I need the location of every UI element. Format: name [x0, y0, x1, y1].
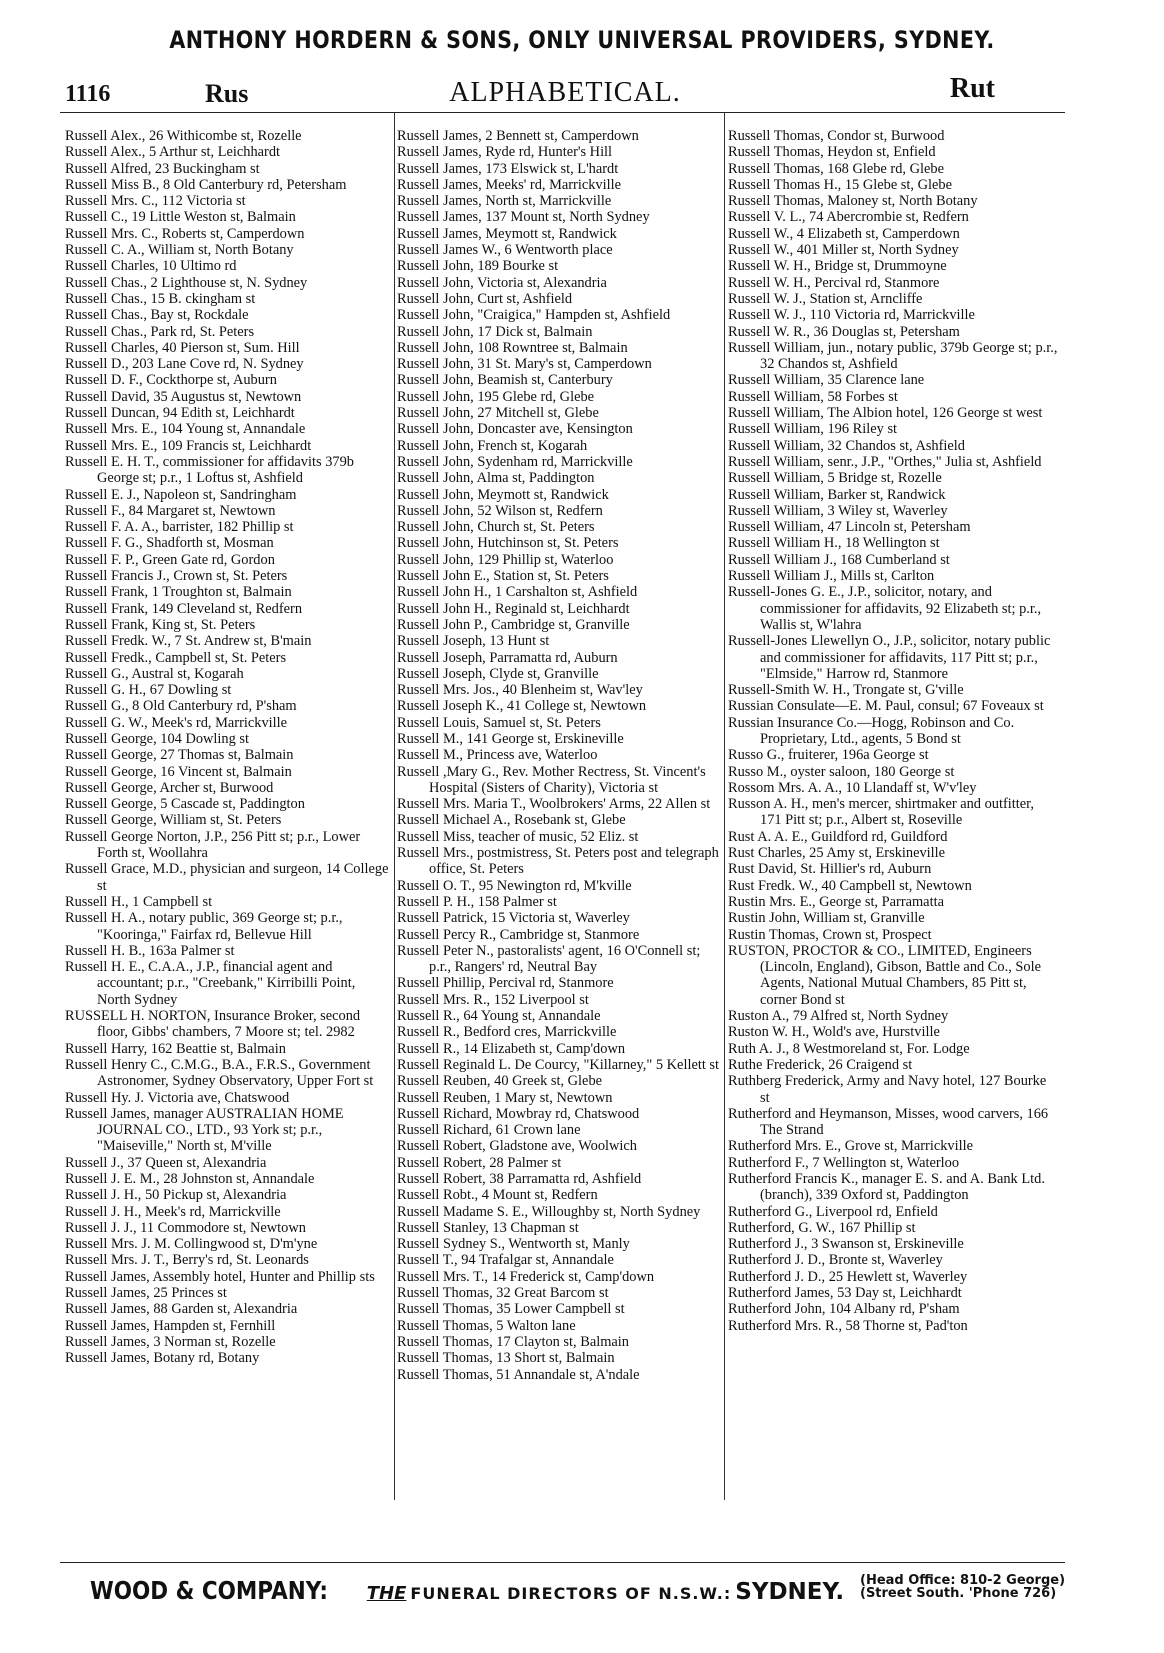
directory-entry: Russell William, 3 Wiley st, Waverley: [728, 502, 948, 519]
directory-entry: Russell Mrs. E., 109 Francis st, Leichhardt: [65, 437, 312, 454]
header-rule: [60, 112, 1065, 113]
directory-entry: Russell Robert, Gladstone ave, Woolwich: [397, 1138, 637, 1155]
directory-entry: Russell Mrs. T., 14 Frederick st, Camp'down: [397, 1268, 655, 1285]
directory-entry: Russell Thomas, 35 Lower Campbell st: [397, 1301, 625, 1318]
directory-entry: Russell J. H., Meek's rd, Marrickville: [65, 1203, 281, 1220]
directory-entry: Russell John, Meymott st, Randwick: [397, 486, 609, 503]
directory-entry: Russell V. L., 74 Abercrombie st, Redfern: [728, 209, 969, 226]
directory-entry: Russell John, Doncaster ave, Kensington: [397, 421, 633, 438]
footer-company: WOOD & COMPANY:: [90, 1576, 329, 1605]
directory-entry: Russell William J., Mills st, Carlton: [728, 568, 935, 585]
directory-entry: Russell W. H., Percival rd, Stanmore: [728, 274, 940, 291]
directory-entry: Russell Reuben, 40 Greek st, Glebe: [397, 1073, 603, 1090]
directory-entry: Russell Harry, 162 Beattie st, Balmain: [65, 1040, 286, 1057]
directory-entry: Russell John, French st, Kogarah: [397, 437, 588, 454]
directory-entry: Russell John, 52 Wilson st, Redfern: [397, 502, 603, 519]
directory-entry: Russell Charles, 10 Ultimo rd: [65, 258, 237, 275]
directory-entry: Russell Thomas, Maloney st, North Botany: [728, 193, 978, 210]
directory-entry: Russell G. H., 67 Dowling st: [65, 682, 232, 699]
directory-entry: Rust Charles, 25 Amy st, Erskineville: [728, 845, 946, 862]
directory-entry: Russell George, 5 Cascade st, Paddington: [65, 796, 305, 813]
directory-entry: Russell Patrick, 15 Victoria st, Waverley: [397, 910, 630, 927]
directory-entry: Russell Alex., 26 Withicombe st, Rozelle: [65, 128, 302, 144]
directory-entry: Rutherford James, 53 Day st, Leichhardt: [728, 1285, 962, 1302]
directory-entry: Russell James, 3 Norman st, Rozelle: [65, 1333, 276, 1350]
directory-entry: Russell William, Barker st, Randwick: [728, 486, 946, 503]
directory-entry: Russell Thomas, Condor st, Burwood: [728, 128, 945, 144]
directory-entry: Russell Frank, 1 Troughton st, Balmain: [65, 584, 292, 601]
directory-entry: Russell John, "Craigica," Hampden st, Ashfield: [397, 307, 671, 324]
directory-entry: Russell J., 37 Queen st, Alexandria: [65, 1154, 267, 1171]
directory-entry: Ruthe Frederick, 26 Craigend st: [728, 1056, 913, 1073]
directory-entry: Russell John, 31 St. Mary's st, Camperdown: [397, 356, 652, 373]
directory-entry: Russell James, manager AUSTRALIAN HOME JOURNAL CO., LTD., 93 York st; p.r., "Maiseville," North st, M'ville: [65, 1105, 344, 1155]
directory-entry: Russell Stanley, 13 Chapman st: [397, 1219, 579, 1236]
directory-entry: Russell Chas., Bay st, Rockdale: [65, 307, 249, 324]
directory-entry: Russell P. H., 158 Palmer st: [397, 893, 557, 910]
directory-entry: Russell Richard, Mowbray rd, Chatswood: [397, 1105, 640, 1122]
directory-entry: Russell Thomas, 168 Glebe rd, Glebe: [728, 160, 944, 177]
directory-entry: Russell James, 2 Bennett st, Camperdown: [397, 128, 639, 144]
directory-entry: Russell Madame S. E., Willoughby st, North Sydney: [397, 1203, 701, 1220]
directory-entry: Russell James, 88 Garden st, Alexandria: [65, 1301, 298, 1318]
directory-entry: Russell Reginald L. De Courcy, "Killarney," 5 Kellett st: [397, 1056, 720, 1073]
directory-entry: Russell G. W., Meek's rd, Marrickville: [65, 714, 288, 731]
directory-entry: Russell John, Hutchinson st, St. Peters: [397, 535, 619, 552]
directory-entry: Russell H., 1 Campbell st: [65, 893, 213, 910]
directory-entry: Russell William, The Albion hotel, 126 George st west: [728, 405, 1043, 422]
directory-entry: Russell William, 32 Chandos st, Ashfield: [728, 437, 966, 454]
directory-entry: Russell Thomas, 17 Clayton st, Balmain: [397, 1333, 629, 1350]
directory-entry: Russell William H., 18 Wellington st: [728, 535, 940, 552]
directory-entry: Russell Thomas H., 15 Glebe st, Glebe: [728, 176, 952, 193]
directory-entry: Russell Mrs., postmistress, St. Peters post and telegraph office, St. Peters: [397, 845, 719, 878]
directory-entry: Russell H. A., notary public, 369 George st; p.r., "Kooringa," Fairfax rd, Bellevue Hill: [65, 910, 343, 943]
directory-entry: Ruston W. H., Wold's ave, Hurstville: [728, 1024, 940, 1041]
directory-entry: Russell Mrs. Jos., 40 Blenheim st, Wav'ley: [397, 682, 643, 699]
directory-entry: Russell Mrs. E., 104 Young st, Annandale: [65, 421, 306, 438]
directory-column-2: [397, 128, 721, 1383]
directory-entry: Russell Alex., 5 Arthur st, Leichhardt: [65, 144, 281, 161]
directory-entry: Russell J. J., 11 Commodore st, Newtown: [65, 1219, 306, 1236]
directory-entry: Russell James, Ryde rd, Hunter's Hill: [397, 144, 613, 161]
directory-entry: Russell William, 35 Clarence lane: [728, 372, 925, 389]
directory-entry: Russell George, William st, St. Peters: [65, 812, 282, 829]
left-guide-word: Rus: [205, 79, 249, 108]
footer-the: THE: [366, 1583, 407, 1604]
directory-entry: Russell James, 173 Elswick st, L'hardt: [397, 160, 619, 177]
directory-entry: Russell Alfred, 23 Buckingham st: [65, 160, 260, 177]
directory-entry: Russell John, Alma st, Paddington: [397, 470, 595, 487]
directory-entry: Russell Frank, King st, St. Peters: [65, 616, 256, 633]
directory-entry: Russell Robert, 28 Palmer st: [397, 1154, 562, 1171]
directory-entry: Russell Michael A., Rosebank st, Glebe: [397, 812, 626, 829]
directory-entry: Russell R., Bedford cres, Marrickville: [397, 1024, 617, 1041]
directory-entry: Russell James, North st, Marrickville: [397, 193, 612, 210]
directory-entry: Rustin Mrs. E., George st, Parramatta: [728, 893, 944, 910]
directory-entry: Russell R., 64 Young st, Annandale: [397, 1008, 601, 1025]
directory-entry: Russell F. G., Shadforth st, Mosman: [65, 535, 274, 552]
directory-entry: Russell John E., Station st, St. Peters: [397, 568, 609, 585]
directory-entry: Russell James, Botany rd, Botany: [65, 1350, 260, 1367]
directory-entry: Ruth A. J., 8 Westmoreland st, For. Lodge: [728, 1040, 970, 1057]
directory-entry: Russell Mrs. J. T., Berry's rd, St. Leonards: [65, 1252, 309, 1269]
directory-entry: Russell M., 141 George st, Erskineville: [397, 730, 624, 747]
directory-column-3: [728, 128, 1058, 1334]
directory-entry: Russell James, 137 Mount st, North Sydney: [397, 209, 650, 226]
top-advertisement-banner: ANTHONY HORDERN & SONS, ONLY UNIVERSAL PROVIDERS, SYDNEY.: [169, 26, 995, 54]
directory-entry: Russell William J., 168 Cumberland st: [728, 551, 950, 568]
directory-entry: Russell Joseph, Clyde st, Granville: [397, 665, 599, 682]
directory-entry: Russell John, Victoria st, Alexandria: [397, 274, 607, 291]
directory-entry: Russell James, Hampden st, Fernhill: [65, 1317, 276, 1334]
directory-entry: Russell John, Curt st, Ashfield: [397, 290, 573, 307]
directory-entry: Russell Miss B., 8 Old Canterbury rd, Petersham: [65, 176, 347, 193]
directory-entry: Russell George, 27 Thomas st, Balmain: [65, 747, 294, 764]
directory-entry: Russell William, 5 Bridge st, Rozelle: [728, 470, 942, 487]
directory-entry: Russell Thomas, Heydon st, Enfield: [728, 144, 936, 161]
directory-entry: Rutherford J., 3 Swanson st, Erskineville: [728, 1236, 964, 1253]
directory-entry: Russell James W., 6 Wentworth place: [397, 242, 613, 259]
directory-entry: Russell H. B., 163a Palmer st: [65, 942, 235, 959]
directory-entry: Rust David, St. Hillier's rd, Auburn: [728, 861, 932, 878]
directory-entry: Russell Phillip, Percival rd, Stanmore: [397, 975, 614, 992]
directory-entry: Russo G., fruiterer, 196a George st: [728, 747, 929, 764]
right-guide-word: Rut: [949, 73, 995, 104]
directory-entry: Russell William, 47 Lincoln st, Petersham: [728, 519, 971, 536]
footer-head-office: [860, 1574, 1065, 1600]
directory-entry: Russell D. F., Cockthorpe st, Auburn: [65, 372, 277, 389]
directory-entry: Russell John, Church st, St. Peters: [397, 519, 595, 536]
directory-entry: Russell Henry C., C.M.G., B.A., F.R.S., Government Astronomer, Sydney Observatory, Upper Fort st: [65, 1056, 374, 1090]
directory-entry: Russell-Jones Llewellyn O., J.P., solicitor, notary public and commissioner for affidavits, 117 Pitt st; p.r., "Elmside," Harrow rd, Stanmore: [728, 633, 1051, 682]
directory-entry: Russell J. E. M., 28 Johnston st, Annandale: [65, 1171, 315, 1187]
directory-entry: Russell W. H., Bridge st, Drummoyne: [728, 258, 947, 275]
head-office-line-2: (Street South. 'Phone 726): [860, 1586, 1057, 1601]
directory-entry: Russell Charles, 40 Pierson st, Sum. Hill: [65, 339, 300, 356]
directory-entry: Rutherford J. D., Bronte st, Waverley: [728, 1252, 943, 1269]
directory-entry: Russell Mrs. C., Roberts st, Camperdown: [65, 225, 305, 242]
directory-entry: Russell Mrs. C., 112 Victoria st: [65, 193, 246, 210]
directory-entry: Russell Chas., 2 Lighthouse st, N. Sydney: [65, 274, 308, 291]
directory-entry: Russell F. A. A., barrister, 182 Phillip st: [65, 519, 294, 536]
directory-entry: Russell W. R., 36 Douglas st, Petersham: [728, 323, 960, 340]
directory-entry: Russian Insurance Co.—Hogg, Robinson and Co. Proprietary, Ltd., agents, 5 Bond st: [728, 714, 1015, 747]
directory-entry: RUSTON, PROCTOR & CO., LIMITED, Engineers (Lincoln, England), Gibson, Battle and Co., Sole Agents, National Mutual Chambers, 85 Pitt st, corner Bond st: [728, 942, 1041, 1008]
directory-entry: Russell Grace, M.D., physician and surgeon, 14 College st: [65, 861, 389, 894]
directory-entry: Russell Thomas, 51 Annandale st, A'ndale: [397, 1366, 640, 1383]
directory-entry: Rutherford, G. W., 167 Phillip st: [728, 1219, 916, 1236]
directory-entry: Russell-Jones G. E., J.P., solicitor, notary, and commissioner for affidavits, 92 Elizabeth st; p.r., Wallis st, W'lahra: [728, 584, 1042, 633]
directory-entry: Russell W., 4 Elizabeth st, Camperdown: [728, 225, 960, 242]
directory-entry: Russell James, Assembly hotel, Hunter and Phillip sts: [65, 1268, 375, 1285]
footer-city: SYDNEY.: [735, 1579, 845, 1605]
directory-entry: Russell John H., 1 Carshalton st, Ashfield: [397, 584, 638, 601]
directory-entry: Russell George, Archer st, Burwood: [65, 779, 274, 796]
directory-entry: Russell Chas., 15 B. ckingham st: [65, 290, 256, 307]
directory-entry: Russell C., 19 Little Weston st, Balmain: [65, 209, 296, 226]
head-office-line-1: (Head Office: 810-2 George): [860, 1573, 1066, 1588]
column-divider: [394, 112, 395, 1500]
footer-advertisement: [90, 1576, 844, 1605]
directory-entry: Russell Francis J., Crown st, St. Peters: [65, 568, 288, 585]
directory-entry: Russell John, Beamish st, Canterbury: [397, 372, 613, 389]
page-header: [65, 75, 1065, 115]
directory-entry: Russell E. J., Napoleon st, Sandringham: [65, 486, 297, 503]
directory-entry: Russell E. H. T., commissioner for affidavits 379b George st; p.r., 1 Loftus st, Ashfield: [65, 453, 354, 487]
directory-entry: Russell Joseph, Parramatta rd, Auburn: [397, 649, 618, 666]
directory-entry: Russell Thomas, 32 Great Barcom st: [397, 1285, 609, 1302]
directory-entry: Rutherford and Heymanson, Misses, wood carvers, 166 The Strand: [728, 1105, 1049, 1139]
directory-entry: Russell Percy R., Cambridge st, Stanmore: [397, 926, 640, 943]
directory-entry: Russell Reuben, 1 Mary st, Newtown: [397, 1089, 613, 1106]
directory-entry: Russell Hy. J. Victoria ave, Chatswood: [65, 1089, 290, 1106]
directory-entry: Russell Mrs. Maria T., Woolbrokers' Arms, 22 Allen st: [397, 796, 711, 813]
directory-entry: Russell Chas., Park rd, St. Peters: [65, 323, 255, 340]
directory-entry: Russell William, 58 Forbes st: [728, 388, 898, 405]
directory-entry: Russell Miss, teacher of music, 52 Eliz. st: [397, 828, 639, 845]
directory-entry: Russian Consulate—E. M. Paul, consul; 67 Foveaux st: [728, 698, 1044, 715]
directory-entry: Russell Fredk., Campbell st, St. Peters: [65, 649, 287, 666]
directory-entry: Rutherford G., Liverpool rd, Enfield: [728, 1203, 938, 1220]
directory-entry: RUSSELL H. NORTON, Insurance Broker, second floor, Gibbs' chambers, 7 Moore st; tel. 2982: [65, 1008, 361, 1041]
directory-entry: Rust Fredk. W., 40 Campbell st, Newtown: [728, 877, 972, 894]
directory-entry: Russell William, senr., J.P., "Orthes," Julia st, Ashfield: [728, 453, 1042, 470]
directory-entry: Ruthberg Frederick, Army and Navy hotel, 127 Bourke st: [728, 1073, 1047, 1106]
directory-entry: Russell Peter N., pastoralists' agent, 16 O'Connell st; p.r., Rangers' rd, Neutral Bay: [397, 942, 701, 976]
directory-entry: Russell Mrs. J. M. Collingwood st, D'm'yne: [65, 1236, 318, 1253]
directory-entry: Russell William, 196 Riley st: [728, 421, 898, 438]
directory-entry: Russell John, 108 Rowntree st, Balmain: [397, 339, 628, 356]
directory-column-1: [65, 128, 389, 1367]
directory-entry: Russell John, 27 Mitchell st, Glebe: [397, 405, 599, 422]
directory-entry: Rossom Mrs. A. A., 10 Llandaff st, W'v'ley: [728, 779, 977, 796]
column-divider: [724, 112, 725, 1500]
directory-entry: Russell W. J., Station st, Arncliffe: [728, 290, 923, 307]
directory-entry: Rutherford Francis K., manager E. S. and A. Bank Ltd. (branch), 339 Oxford st, Paddington: [728, 1171, 1045, 1204]
directory-entry: Russell John H., Reginald st, Leichhardt: [397, 600, 630, 617]
directory-entry: Rutherford J. D., 25 Hewlett st, Waverley: [728, 1268, 968, 1285]
directory-entry: Russell J. H., 50 Pickup st, Alexandria: [65, 1187, 287, 1204]
directory-entry: Russo M., oyster saloon, 180 George st: [728, 763, 955, 780]
directory-entry: Russell John, Sydenham rd, Marrickville: [397, 453, 633, 470]
directory-entry: Russell Richard, 61 Crown lane: [397, 1122, 581, 1139]
directory-entry: Russell W., 401 Miller st, North Sydney: [728, 242, 959, 259]
directory-entry: Russell Joseph, 13 Hunt st: [397, 633, 550, 650]
directory-entry: Russell John, 195 Glebe rd, Glebe: [397, 388, 595, 405]
directory-entry: Russell Mrs. R., 152 Liverpool st: [397, 991, 589, 1008]
directory-entry: Russell George, 16 Vincent st, Balmain: [65, 763, 292, 780]
directory-entry: Russell G., 8 Old Canterbury rd, P'sham: [65, 698, 297, 715]
directory-entry: Russell M., Princess ave, Waterloo: [397, 747, 598, 764]
directory-entry: Russell W. J., 110 Victoria rd, Marrickville: [728, 307, 975, 324]
directory-entry: Russell James, 25 Princes st: [65, 1285, 227, 1302]
directory-entry: Russell Joseph K., 41 College st, Newtown: [397, 698, 647, 715]
directory-entry: Ruston A., 79 Alfred st, North Sydney: [728, 1008, 949, 1025]
directory-entry: Russell William, jun., notary public, 379b George st; p.r., 32 Chandos st, Ashfield: [728, 339, 1058, 373]
footer-description: FUNERAL DIRECTORS OF N.S.W.:: [410, 1584, 732, 1603]
footer-rule: [60, 1562, 1065, 1563]
directory-entry: Russell John, 17 Dick st, Balmain: [397, 323, 593, 340]
directory-entry: Rutherford Mrs. R., 58 Thorne st, Pad'ton: [728, 1317, 968, 1334]
directory-entry: Russell James, Meymott st, Randwick: [397, 225, 617, 242]
directory-entry: Russell ,Mary G., Rev. Mother Rectress, St. Vincent's Hospital (Sisters of Charity), Victoria st: [397, 763, 706, 796]
directory-entry: Rutherford F., 7 Wellington st, Waterloo: [728, 1154, 960, 1171]
directory-entry: Russell George Norton, J.P., 256 Pitt st; p.r., Lower Forth st, Woollahra: [65, 828, 361, 862]
directory-entry: Russell T., 94 Trafalgar st, Annandale: [397, 1252, 614, 1269]
directory-entry: Rutherford John, 104 Albany rd, P'sham: [728, 1301, 960, 1318]
directory-entry: Russell Louis, Samuel st, St. Peters: [397, 714, 601, 731]
directory-entry: Russell F. P., Green Gate rd, Gordon: [65, 551, 275, 568]
directory-entry: Russell Sydney S., Wentworth st, Manly: [397, 1236, 630, 1253]
directory-entry: Russell John, 129 Phillip st, Waterloo: [397, 551, 614, 568]
directory-entry: Russell James, Meeks' rd, Marrickville: [397, 176, 622, 193]
directory-entry: Russell O. T., 95 Newington rd, M'kville: [397, 877, 632, 894]
directory-entry: Russell Duncan, 94 Edith st, Leichhardt: [65, 405, 295, 422]
directory-entry: Rustin Thomas, Crown st, Prospect: [728, 926, 932, 943]
directory-entry: Russell G., Austral st, Kogarah: [65, 665, 244, 682]
directory-entry: Rutherford Mrs. E., Grove st, Marrickville: [728, 1138, 973, 1155]
directory-entry: Russell-Smith W. H., Trongate st, G'ville: [728, 682, 964, 699]
directory-entry: Russell George, 104 Dowling st: [65, 730, 250, 747]
directory-entry: Russell John P., Cambridge st, Granville: [397, 616, 630, 633]
directory-entry: Rustin John, William st, Granville: [728, 910, 925, 927]
directory-entry: Russell John, 189 Bourke st: [397, 258, 559, 275]
section-title: ALPHABETICAL.: [449, 77, 681, 108]
directory-entry: Russell H. E., C.A.A., J.P., financial agent and accountant; p.r., "Creebank," Kirribilli Point, North Sydney: [65, 959, 356, 1008]
page-number: 1116: [65, 81, 111, 107]
directory-entry: Rust A. A. E., Guildford rd, Guildford: [728, 828, 948, 845]
directory-entry: Russell C. A., William st, North Botany: [65, 242, 294, 259]
directory-entry: Russell Thomas, 13 Short st, Balmain: [397, 1350, 615, 1367]
directory-entry: Russell F., 84 Margaret st, Newtown: [65, 502, 276, 519]
directory-entry: Russell Robert, 38 Parramatta rd, Ashfield: [397, 1171, 642, 1187]
directory-entry: Russell D., 203 Lane Cove rd, N. Sydney: [65, 356, 304, 373]
directory-entry: Russell Thomas, 5 Walton lane: [397, 1317, 576, 1334]
directory-entry: Russell Robt., 4 Mount st, Redfern: [397, 1187, 598, 1204]
directory-entry: Russell R., 14 Elizabeth st, Camp'down: [397, 1040, 626, 1057]
directory-entry: Russell David, 35 Augustus st, Newtown: [65, 388, 302, 405]
directory-entry: Russon A. H., men's mercer, shirtmaker and outfitter, 171 Pitt st; p.r., Albert st, Roseville: [728, 796, 1034, 829]
directory-entry: Russell Frank, 149 Cleveland st, Redfern: [65, 600, 303, 617]
directory-entry: Russell Fredk. W., 7 St. Andrew st, B'main: [65, 633, 312, 650]
